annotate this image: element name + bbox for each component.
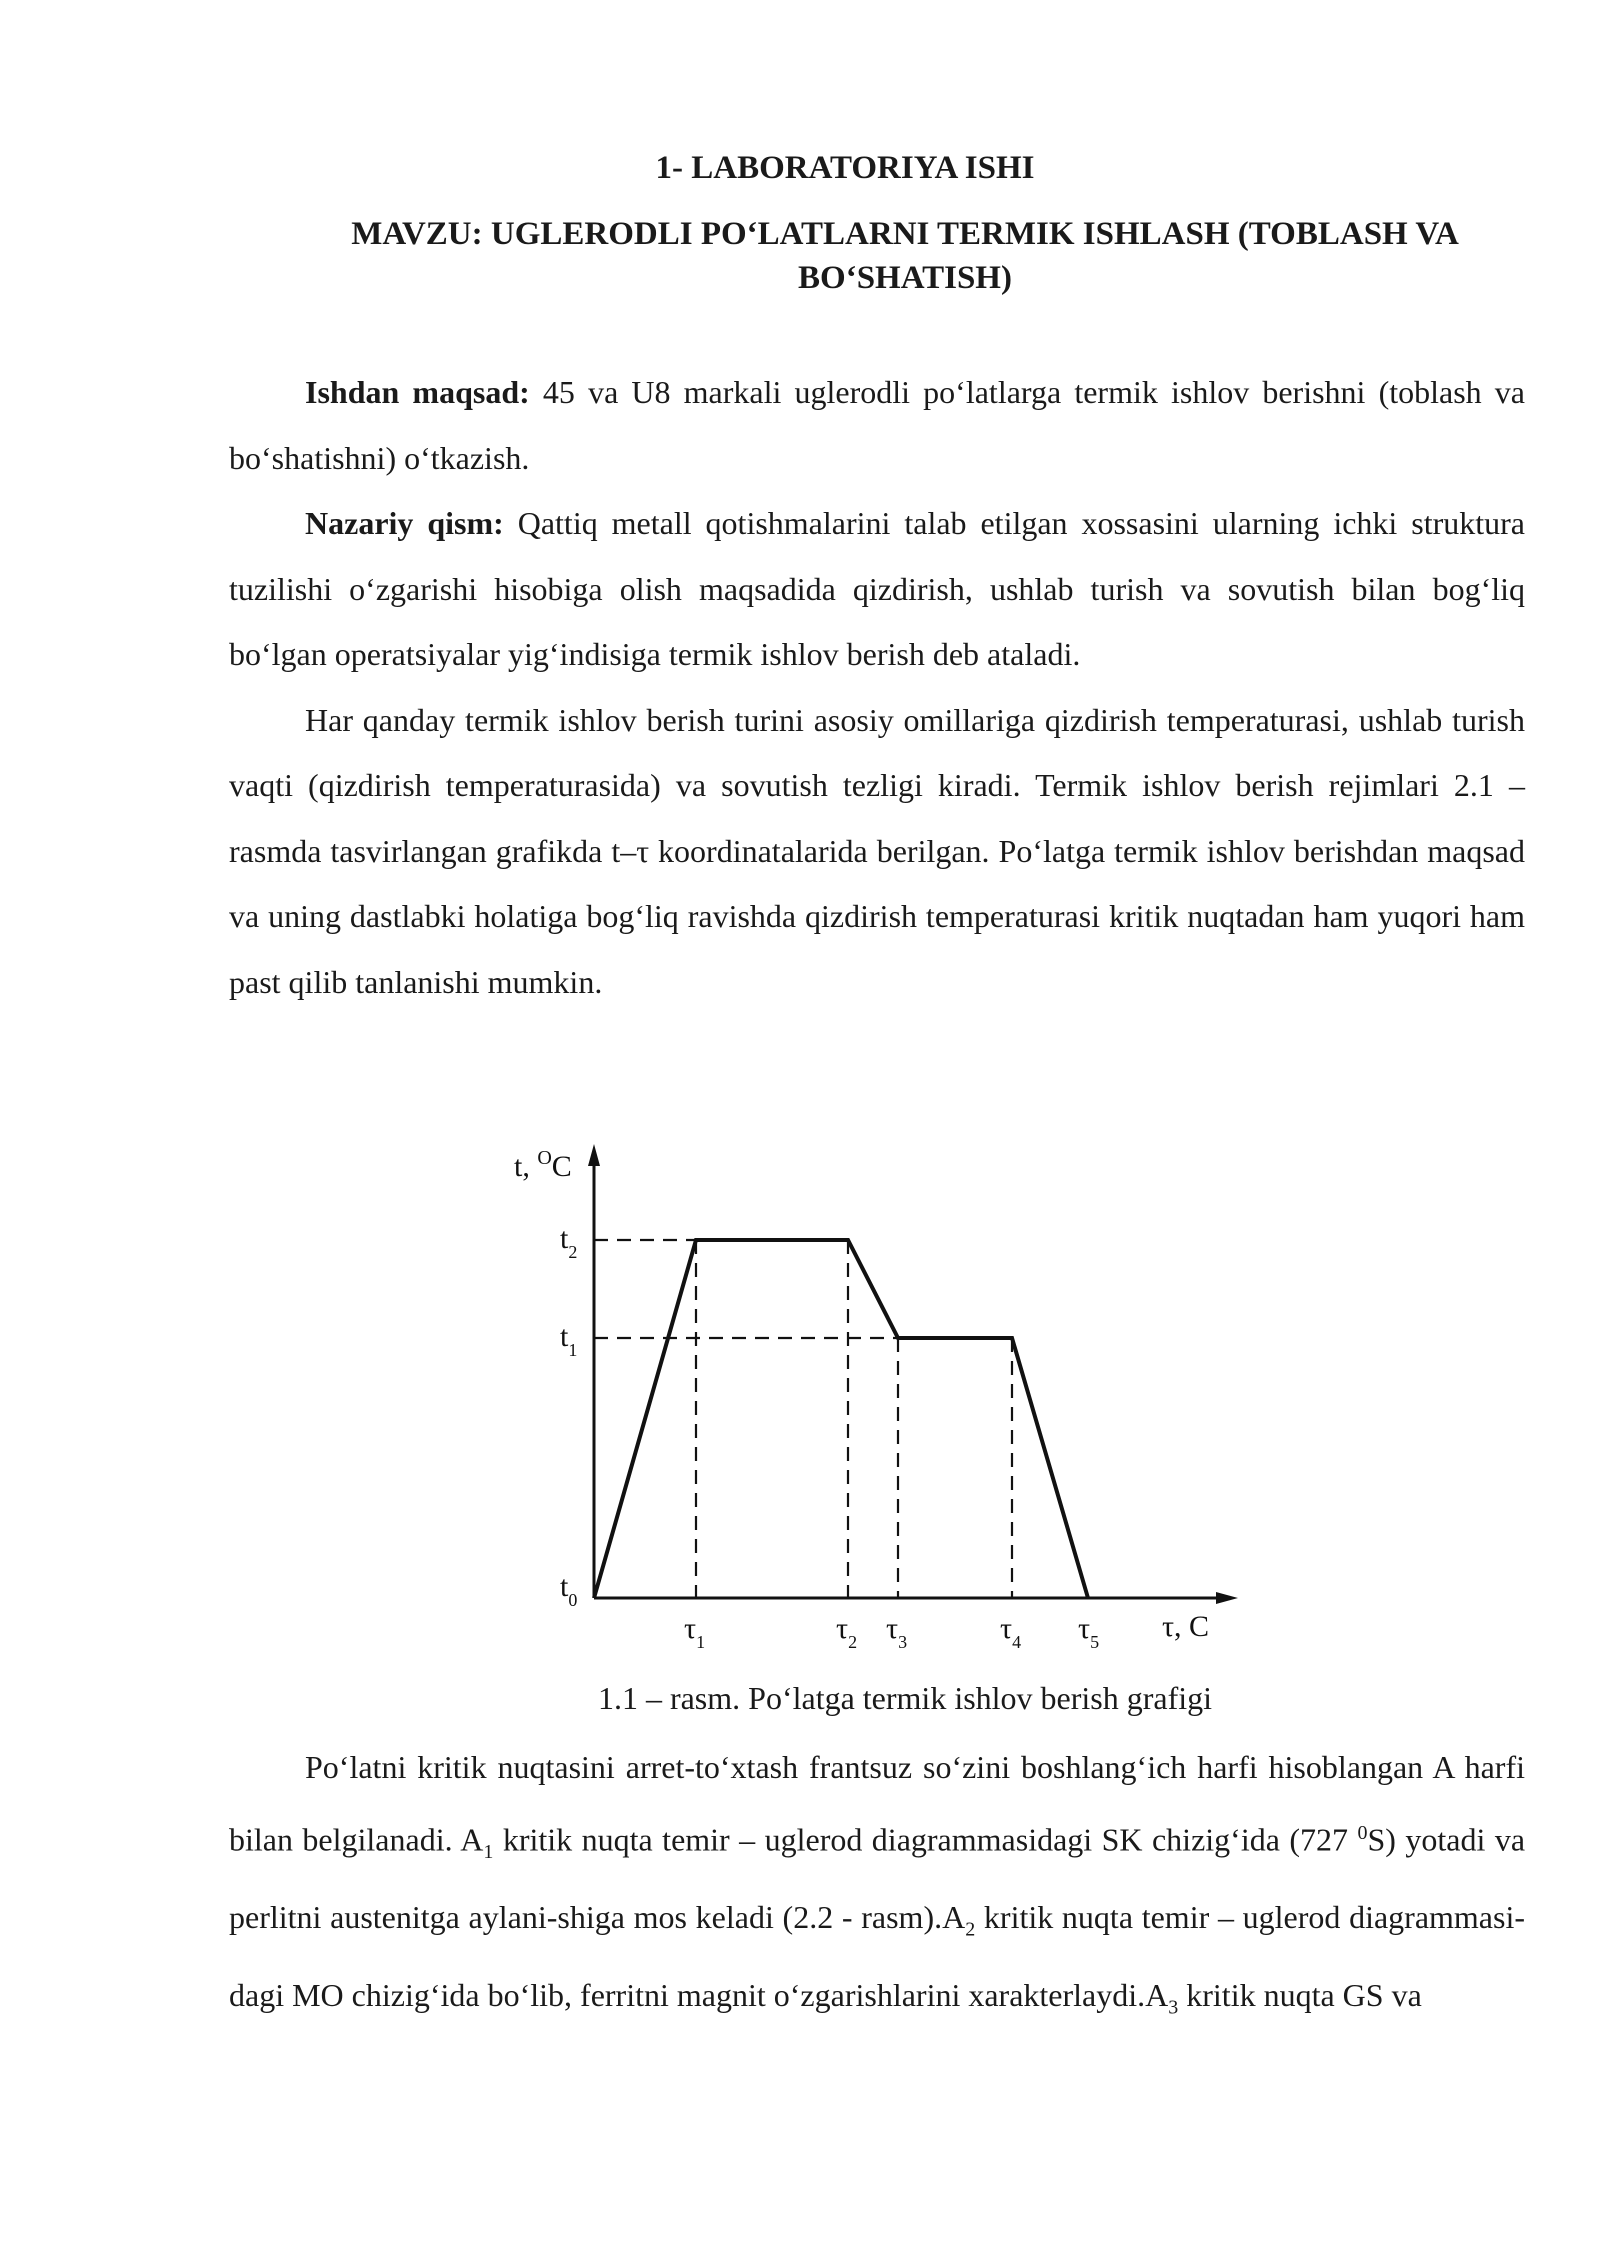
goal-text: 45 va U8 markali uglerodli po‘latlarga termik ishlov berishni (toblash va bo‘shatishni) o‘tkazish. (229, 374, 1526, 476)
y-tick-t0: $t_0$ (560, 1570, 578, 1610)
x-tick-tau4: $\tau_4$ (1000, 1612, 1022, 1652)
x-axis-arrow (1216, 1592, 1238, 1604)
goal-paragraph (229, 360, 1525, 491)
text-block-lower (229, 1735, 1525, 2041)
treatment-curve (594, 1240, 1088, 1598)
x-tick-tau2: $\tau_2$ (836, 1612, 858, 1652)
theory-text: Qattiq metall qotishmalarini talab etilgan xossasini ularning ichki struktura tuzilishi o‘zgarishi hisobiga olish maqsadida qizdirish, ushlab turish va sovutish bilan bog‘liq bo‘lgan operatsiyalar yig‘indisiga termik ishlov berish deb ataladi. (229, 505, 1526, 672)
x-tick-tau5: $\tau_5$ (1078, 1612, 1100, 1652)
text-block-upper (229, 360, 1525, 1015)
critical-points-paragraph: Po‘latni kritik nuqtasini arret-to‘xtash frantsuz so‘zini boshlang‘ich harfi hisoblangan A harfi bilan belgilanadi. $A_1$ kritik nuqta temir – uglerod diagrammasidagi SK chizig‘ida (727 $^0$S) yotadi va perlitni austenitga aylani-shiga mos keladi $(2.2 - rasm).A_2$ kritik nuqta temir – uglerod diagrammasi-dagi MO chizig‘ida bo‘lib, ferritni magnit o‘zgarishlarini $xarakterlaydi.A_3$ kritik nuqta GS va (229, 1749, 1526, 2019)
y-axis-label: t, $^O$C (514, 1147, 572, 1183)
lab-number-heading: 1- LABORATORIYA ISHI (655, 150, 1035, 186)
x-tick-tau1: $\tau_1$ (684, 1612, 706, 1652)
topic-heading: MAVZU: UGLERODLI PO‘LATLARNI TERMIK ISHLASH (TOBLASH VA BO‘SHATISH) (351, 216, 1459, 296)
theory-label: Nazariy qism: (305, 505, 504, 541)
x-tick-tau3: $\tau_3$ (886, 1612, 908, 1652)
y-tick-t1: $t_1$ (560, 1320, 578, 1360)
y-axis-arrow (588, 1144, 600, 1166)
theory-paragraph (229, 491, 1525, 688)
dashed-guides (594, 1240, 1012, 1598)
y-tick-t2: $t_2$ (560, 1222, 578, 1262)
figure-caption: 1.1 – rasm. Po‘latga termik ishlov berish grafigi (597, 1680, 1213, 1716)
heat-treatment-chart (500, 1140, 1260, 1680)
x-axis-label: τ, C (1162, 1610, 1210, 1643)
modes-paragraph: Har qanday termik ishlov berish turini asosiy omillariga qizdirish temperaturasi, ushlab turish vaqti (qizdirish temperaturasida) va sovutish tezligi kiradi. Termik ishlov berish rejimlari 2.1 –rasmda tasvirlangan grafikda t–τ koordinatalarida berilgan. Po‘latga termik ishlov berishdan maqsad va uning dastlabki holatiga bog‘liq ravishda qizdirish temperaturasi kritik nuqtadan ham yuqori ham past qilib tanlanishi mumkin. (229, 701, 1525, 1000)
goal-label: Ishdan maqsad: (305, 374, 530, 410)
